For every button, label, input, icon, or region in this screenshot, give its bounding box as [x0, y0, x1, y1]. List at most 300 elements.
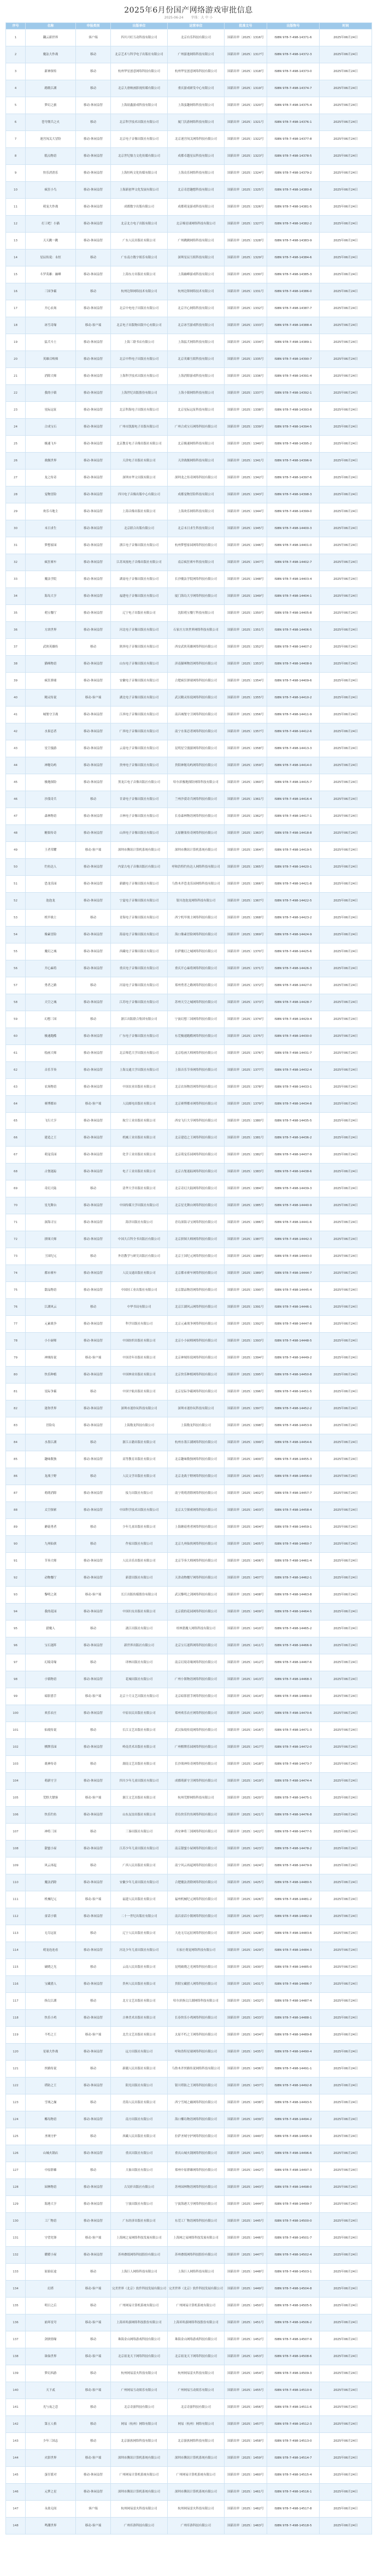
cell-name: 蘑菇勇者 — [26, 1519, 76, 1536]
cell-isbn: ISBN 978-7-498-14395-2 — [267, 436, 320, 453]
cell-publisher: 人民交通出版社有限公司 — [111, 1265, 168, 1282]
cell-category: 移动-休闲益智 — [76, 2484, 111, 2501]
cell-isbn: ISBN 978-7-498-14382-2 — [267, 216, 320, 233]
cell-approval-no: 国新出审〔2025〕1417号 — [225, 1739, 267, 1756]
cell-approval-no: 国新出审〔2025〕1319号 — [225, 80, 267, 97]
cell-approval-no: 国新出审〔2025〕1422号 — [225, 1824, 267, 1841]
cell-publisher: 中国林业出版社有限公司 — [111, 1367, 168, 1384]
cell-index: 93 — [6, 1587, 26, 1604]
cell-date: 2025年06月24日 — [320, 2128, 372, 2145]
cell-name: 萌萌消除 — [26, 1485, 76, 1502]
table-row — [6, 1773, 372, 1790]
cell-category: 移动-休闲益智 — [76, 994, 111, 1011]
cell-publisher: 甘肃电子音像出版社有限公司 — [111, 791, 168, 808]
cell-date: 2025年06月24日 — [320, 1485, 372, 1502]
cell-operator: 北京神域传说网络科技有限公司 — [168, 1350, 225, 1367]
cell-approval-no: 国新出审〔2025〕1403号 — [225, 1502, 267, 1519]
table-row — [6, 402, 372, 419]
table-row — [6, 1214, 372, 1231]
cell-operator: 西宁雪域之巅网络科技有限公司 — [168, 2094, 225, 2111]
table-row — [6, 2484, 372, 2501]
cell-operator: 北京拼图大师网络科技有限公司 — [168, 1231, 225, 1248]
cell-operator: 武汉精灵传说网络科技有限公司 — [168, 690, 225, 707]
cell-category: 移动-休闲益智 — [76, 165, 111, 182]
cell-index: 56 — [6, 960, 26, 977]
cell-approval-no: 国新出审〔2025〕1360号 — [225, 774, 267, 791]
table-row — [6, 1891, 372, 1908]
cell-publisher: 北京中电电子出版社有限公司 — [111, 300, 168, 317]
cell-approval-no: 国新出审〔2025〕1399号 — [225, 1434, 267, 1451]
cell-name: 魔幻之城 — [26, 943, 76, 960]
cell-operator: 北京祖龙天下网络科技有限公司 — [168, 2348, 225, 2365]
cell-index: 26 — [6, 453, 26, 470]
table-row — [6, 148, 372, 165]
cell-category: 移动-休闲益智 — [76, 1705, 111, 1722]
cell-name: 萌新守卫 — [26, 1773, 76, 1790]
cell-date: 2025年06月24日 — [320, 503, 372, 520]
cell-approval-no: 国新出审〔2025〕1457号 — [225, 2416, 267, 2433]
cell-isbn: ISBN 978-7-498-14436-2 — [267, 1130, 320, 1147]
cell-date: 2025年06月24日 — [320, 2145, 372, 2162]
cell-publisher: 高等教育出版社有限公司 — [111, 1451, 168, 1468]
cell-publisher: 云南人民出版社有限公司 — [111, 1959, 168, 1976]
cell-publisher: 江苏电子音像出版社有限公司 — [111, 994, 168, 1011]
cell-isbn: ISBN 978-7-498-14432-4 — [267, 1062, 320, 1079]
cell-operator: 拉萨魔幻之城网络科技有限公司 — [168, 943, 225, 960]
table-row — [6, 927, 372, 943]
cell-publisher: 江西电子音像出版社有限公司 — [111, 707, 168, 723]
table-row — [6, 1587, 372, 1604]
table-row — [6, 1502, 372, 1519]
cell-isbn: ISBN 978-7-498-14455-3 — [267, 1451, 320, 1468]
table-row — [6, 1147, 372, 1164]
table-row — [6, 1417, 372, 1434]
cell-index: 48 — [6, 825, 26, 842]
cell-approval-no: 国新出审〔2025〕1378号 — [225, 1079, 267, 1096]
cell-publisher: 北京科海电子出版社有限公司 — [111, 402, 168, 419]
cell-name: 疯狂赛车 — [26, 554, 76, 571]
cell-approval-no: 国新出审〔2025〕1461号 — [225, 2484, 267, 2501]
cell-publisher: 上海数龙科技有限公司 — [111, 1417, 168, 1434]
cell-date: 2025年06月24日 — [320, 1621, 372, 1637]
cell-index: 18 — [6, 317, 26, 334]
cell-isbn: ISBN 978-7-498-14474-4 — [267, 1773, 320, 1790]
cell-name: 泡泡龙 — [26, 893, 76, 910]
cell-name: 快乐消消乐 — [26, 165, 76, 182]
cell-operator: 广州小镇物语网络科技有限公司 — [168, 1671, 225, 1688]
cell-category: 移动-休闲益智 — [76, 182, 111, 199]
cell-category: 移动-休闲益智 — [76, 876, 111, 893]
cell-isbn: ISBN 978-7-498-14449-2 — [267, 1350, 320, 1367]
cell-name: 迷你世界 — [26, 1400, 76, 1417]
cell-operator: 杭州梦想家园网络科技有限公司 — [168, 537, 225, 554]
cell-approval-no: 国新出审〔2025〕1349号 — [225, 588, 267, 605]
cell-name: 圣域守护 — [26, 2128, 76, 2145]
cell-approval-no: 国新出审〔2025〕1371号 — [225, 960, 267, 977]
table-row — [6, 1062, 372, 1079]
table-row — [6, 2264, 372, 2281]
cell-approval-no: 国新出审〔2025〕1343号 — [225, 486, 267, 503]
cell-category: 移动 — [76, 1654, 111, 1671]
cell-publisher: 漓江出版社有限公司 — [111, 1621, 168, 1637]
cell-index: 28 — [6, 486, 26, 503]
cell-approval-no: 国新出审〔2025〕1334号 — [225, 334, 267, 351]
cell-name: 打工吧！小猫 — [26, 216, 76, 233]
cell-operator: 南京幻境奇缘网络科技有限公司 — [168, 1654, 225, 1671]
cell-date: 2025年06月24日 — [320, 1147, 372, 1164]
font-size-switch[interactable]: 字体：大 中 小 — [191, 16, 213, 20]
cell-approval-no: 国新出审〔2025〕1427号 — [225, 1908, 267, 1925]
cell-publisher: 四川电子音像出版中心有限公司 — [111, 486, 168, 503]
cell-approval-no: 国新出审〔2025〕1386号 — [225, 1214, 267, 1231]
cell-index: 15 — [6, 266, 26, 283]
cell-date: 2025年06月24日 — [320, 910, 372, 927]
cell-name: 都市赛车 — [26, 1265, 76, 1282]
cell-name: 绘画大师 — [26, 1045, 76, 1062]
table-row — [6, 1637, 372, 1654]
table-row — [6, 707, 372, 723]
cell-category: 移动 — [76, 2433, 111, 2450]
cell-date: 2025年06月24日 — [320, 994, 372, 1011]
cell-name: 椰岛物语 — [26, 2111, 76, 2128]
cell-name: 欢乐斗地主 — [26, 503, 76, 520]
cell-publisher: 化学工业出版社有限公司 — [111, 1147, 168, 1164]
cell-approval-no: 国新出审〔2025〕1335号 — [225, 351, 267, 368]
table-row — [6, 2281, 372, 2298]
column-header-approval-no: 批准文号 — [225, 23, 267, 29]
cell-isbn: ISBN 978-7-498-14386-0 — [267, 283, 320, 300]
cell-index: 24 — [6, 419, 26, 436]
cell-publisher: 河南电子音像出版社有限公司 — [111, 977, 168, 994]
cell-isbn: ISBN 978-7-498-14515-4 — [267, 2467, 320, 2484]
cell-date: 2025年06月24日 — [320, 673, 372, 690]
cell-index: 46 — [6, 791, 26, 808]
cell-category: 移动-休闲益智 — [76, 1164, 111, 1180]
cell-approval-no: 国新出审〔2025〕1336号 — [225, 368, 267, 385]
cell-approval-no: 国新出审〔2025〕1437号 — [225, 2078, 267, 2094]
cell-category: 移动 — [76, 1468, 111, 1485]
cell-operator: 天津动物餐厅网络科技有限公司 — [168, 1570, 225, 1587]
table-row — [6, 2078, 372, 2094]
cell-category: 移动-休闲益智 — [76, 368, 111, 385]
cell-publisher: 苏州叠纸网络科技股份有限公司 — [111, 2247, 168, 2264]
cell-index: 126 — [6, 2145, 26, 2162]
cell-category: 移动 — [76, 1857, 111, 1874]
cell-date: 2025年06月24日 — [320, 1400, 372, 1417]
cell-name: 九州仙侠 — [26, 1536, 76, 1553]
cell-category: 移动-客户端 — [76, 2230, 111, 2247]
cell-name: 苍穹佣兵之火 — [26, 114, 76, 131]
table-row — [6, 1790, 372, 1807]
cell-operator: 杭州荒野网络科技有限公司 — [168, 1790, 225, 1807]
cell-publisher: 中国轻工业出版社有限公司 — [111, 1282, 168, 1299]
cell-date: 2025年06月24日 — [320, 537, 372, 554]
cell-publisher: 贵州人民出版社有限公司 — [111, 1976, 168, 1993]
cell-isbn: ISBN 978-7-498-14468-3 — [267, 1671, 320, 1688]
cell-date: 2025年06月24日 — [320, 250, 372, 266]
cell-operator: 兰州沙漠奇兵网络科技有限公司 — [168, 791, 225, 808]
cell-date: 2025年06月24日 — [320, 1570, 372, 1587]
table-row — [6, 300, 372, 317]
cell-category: 移动-休闲益智 — [76, 148, 111, 165]
cell-publisher: 人民音乐出版社有限公司 — [111, 1553, 168, 1570]
table-row — [6, 2416, 372, 2433]
cell-operator: 北京龙战于野网络科技有限公司 — [168, 1468, 225, 1485]
table-row — [6, 2027, 372, 2044]
cell-isbn: ISBN 978-7-498-14441-6 — [267, 1214, 320, 1231]
cell-name: 梦幻西游 — [26, 2365, 76, 2382]
cell-publisher: 深圳市华文出版有限公司 — [111, 470, 168, 486]
cell-category: 移动-休闲益智 — [76, 1367, 111, 1384]
cell-isbn: ISBN 978-7-498-14453-9 — [267, 1417, 320, 1434]
cell-date: 2025年06月24日 — [320, 757, 372, 774]
cell-approval-no: 国新出审〔2025〕1430号 — [225, 1959, 267, 1976]
cell-index: 146 — [6, 2484, 26, 2501]
cell-name: 天下贰 — [26, 2382, 76, 2399]
cell-publisher: 中原农民出版社有限公司 — [111, 1705, 168, 1722]
cell-category: 移动-休闲益智 — [76, 1874, 111, 1891]
cell-isbn: ISBN 978-7-498-14376-1 — [267, 114, 320, 131]
table-row — [6, 571, 372, 588]
cell-isbn: ISBN 978-7-498-14442-3 — [267, 1231, 320, 1248]
cell-name: 星际争霸 — [26, 1384, 76, 1400]
cell-publisher: 中国宇航出版社有限公司 — [111, 1384, 168, 1400]
cell-publisher: 北京联合出版有限公司 — [111, 520, 168, 537]
cell-operator: 宁波海港大亨网络科技有限公司 — [168, 2196, 225, 2213]
table-row — [6, 2128, 372, 2145]
cell-publisher: 广东电子音像出版社有限公司 — [111, 1028, 168, 1045]
cell-operator: 成都萌新守卫网络科技有限公司 — [168, 1773, 225, 1790]
cell-category: 移动-休闲益智 — [76, 216, 111, 233]
cell-approval-no: 国新出审〔2025〕1375号 — [225, 1028, 267, 1045]
cell-name: 丝路传说 — [26, 2061, 76, 2078]
table-row — [6, 1536, 372, 1553]
cell-operator: 北京宝石迷阵网络科技有限公司 — [168, 1637, 225, 1654]
cell-name: 太空探索 — [26, 1502, 76, 1519]
cell-publisher: 北京艺术与科学电子出版社有限公司 — [111, 46, 168, 63]
cell-category: 移动-休闲益智 — [76, 402, 111, 419]
cell-category: 移动 — [76, 1959, 111, 1976]
cell-isbn: ISBN 978-7-498-14470-6 — [267, 1705, 320, 1722]
table-row — [6, 656, 372, 673]
cell-date: 2025年06月24日 — [320, 63, 372, 80]
cell-category: 移动-休闲益智 — [76, 1942, 111, 1959]
table-row — [6, 1908, 372, 1925]
cell-index: 30 — [6, 520, 26, 537]
cell-index: 138 — [6, 2348, 26, 2365]
cell-operator: 上海小镇网络科技有限公司 — [168, 385, 225, 402]
cell-approval-no: 国新出审〔2025〕1419号 — [225, 1773, 267, 1790]
cell-category: 移动-休闲益智 — [76, 1214, 111, 1231]
cell-publisher: 北京北方电子出版有限公司 — [111, 216, 168, 233]
cell-publisher: 北京大唐映画影视传媒有限公司 — [111, 80, 168, 97]
cell-publisher: 新蕾出版社有限公司 — [111, 1570, 168, 1587]
cell-publisher: 内蒙古电子音像出版社有限公司 — [111, 859, 168, 876]
cell-operator: 北京迷宫闯关网络科技有限公司 — [168, 131, 225, 148]
cell-isbn: ISBN 978-7-498-14396-9 — [267, 453, 320, 470]
cell-category: 移动-客户端 — [76, 2027, 111, 2044]
cell-name: 天空之城 — [26, 994, 76, 1011]
table-row — [6, 1197, 372, 1214]
table-row — [6, 1282, 372, 1299]
cell-operator: 苏州天空之城网络科技有限公司 — [168, 994, 225, 1011]
cell-index: 77 — [6, 1316, 26, 1333]
cell-category: 移动-休闲益智 — [76, 2078, 111, 2094]
cell-index: 49 — [6, 842, 26, 859]
table-row — [6, 63, 372, 80]
cell-index: 144 — [6, 2450, 26, 2467]
cell-date: 2025年06月24日 — [320, 1790, 372, 1807]
cell-index: 80 — [6, 1367, 26, 1384]
cell-operator: 西安飞行大亨网络科技有限公司 — [168, 1113, 225, 1130]
cell-operator: 北京农场物语网络科技有限公司 — [168, 1079, 225, 1096]
table-row — [6, 1756, 372, 1773]
cell-isbn: ISBN 978-7-498-14501-7 — [267, 2230, 320, 2247]
cell-isbn: ISBN 978-7-498-14517-8 — [267, 2501, 320, 2518]
cell-name: 神域传说 — [26, 1350, 76, 1367]
cell-operator: 深圳市迷你玩科技有限公司 — [168, 1400, 225, 1417]
cell-index: 81 — [6, 1384, 26, 1400]
cell-category: 移动-休闲益智 — [76, 2213, 111, 2230]
cell-index: 20 — [6, 351, 26, 368]
cell-date: 2025年06月24日 — [320, 1604, 372, 1621]
cell-isbn: ISBN 978-7-498-14444-7 — [267, 1265, 320, 1282]
table-row — [6, 1231, 372, 1248]
cell-approval-no: 国新出审〔2025〕1318号 — [225, 63, 267, 80]
cell-index: 1 — [6, 29, 26, 46]
cell-name: 快乐钓鱼 — [26, 1807, 76, 1824]
cell-date: 2025年06月24日 — [320, 2484, 372, 2501]
cell-approval-no: 国新出审〔2025〕1337号 — [225, 385, 267, 402]
cell-name: 趣味数独 — [26, 1451, 76, 1468]
cell-category: 移动 — [76, 1621, 111, 1637]
cell-name: 天天跳一跳 — [26, 233, 76, 250]
cell-date: 2025年06月24日 — [320, 605, 372, 622]
cell-index: 115 — [6, 1959, 26, 1976]
cell-operator: 北京王国纪元网络科技有限公司 — [168, 1248, 225, 1265]
cell-category: 移动-休闲益智 — [76, 520, 111, 537]
table-row — [6, 537, 372, 554]
cell-approval-no: 国新出审〔2025〕1387号 — [225, 1231, 267, 1248]
cell-operator: 合肥疯狂弹球网络科技有限公司 — [168, 673, 225, 690]
cell-index: 145 — [6, 2467, 26, 2484]
cell-index: 21 — [6, 368, 26, 385]
cell-category: 移动-休闲益智 — [76, 351, 111, 368]
cell-isbn: ISBN 978-7-498-14375-4 — [267, 97, 320, 114]
cell-publisher: 杭州网易雷火科技有限公司 — [111, 2365, 168, 2382]
cell-approval-no: 国新出审〔2025〕1392号 — [225, 1316, 267, 1333]
cell-approval-no: 国新出审〔2025〕1363号 — [225, 825, 267, 842]
table-row — [6, 1180, 372, 1197]
table-row — [6, 825, 372, 842]
cell-date: 2025年06月24日 — [320, 1502, 372, 1519]
cell-index: 121 — [6, 2061, 26, 2078]
cell-date: 2025年06月24日 — [320, 2094, 372, 2111]
table-row — [6, 910, 372, 927]
table-row — [6, 2331, 372, 2348]
cell-operator: 西安武侠英雄网络科技有限公司 — [168, 639, 225, 656]
cell-publisher: 广州网易计算机系统有限公司 — [111, 2467, 168, 2484]
table-row — [6, 2433, 372, 2450]
cell-category: 移动-休闲益智 — [76, 1451, 111, 1468]
cell-isbn: ISBN 978-7-498-14513-0 — [267, 2433, 320, 2450]
cell-category: 移动 — [76, 250, 111, 266]
table-row — [6, 2213, 372, 2230]
cell-publisher: 上海新创华文化发展有限公司 — [111, 182, 168, 199]
cell-category: 移动-客户端 — [76, 2518, 111, 2535]
cell-category: 移动-休闲益智 — [76, 2179, 111, 2196]
cell-index: 135 — [6, 2298, 26, 2314]
cell-operator: 呼和浩特星球网络科技有限公司 — [168, 2044, 225, 2061]
cell-index: 123 — [6, 2094, 26, 2111]
table-row — [6, 1570, 372, 1587]
cell-index: 129 — [6, 2196, 26, 2213]
cell-isbn: ISBN 978-7-498-14440-9 — [267, 1197, 320, 1214]
cell-date: 2025年06月24日 — [320, 1587, 372, 1604]
cell-operator: 重庆开心麻将网络科技有限公司 — [168, 960, 225, 977]
cell-category: 移动 — [76, 791, 111, 808]
cell-approval-no: 国新出审〔2025〕1401号 — [225, 1468, 267, 1485]
cell-category: 移动-休闲益智 — [76, 2196, 111, 2213]
cell-publisher: 南方出版社有限公司 — [111, 2111, 168, 2128]
page-meta — [0, 15, 377, 20]
cell-isbn: ISBN 978-7-498-14388-4 — [267, 317, 320, 334]
cell-operator: 北京星际远征科技有限公司 — [168, 402, 225, 419]
cell-category: 移动-休闲益智 — [76, 1773, 111, 1790]
cell-date: 2025年06月24日 — [320, 1451, 372, 1468]
cell-category: 移动-休闲益智 — [76, 656, 111, 673]
cell-index: 89 — [6, 1519, 26, 1536]
table-row — [6, 808, 372, 825]
cell-date: 2025年06月24日 — [320, 977, 372, 994]
cell-isbn: ISBN 978-7-498-14415-7 — [267, 774, 320, 791]
cell-category: 移动-休闲益智 — [76, 673, 111, 690]
cell-name: 工厂物语 — [26, 2213, 76, 2230]
table-row — [6, 2348, 372, 2365]
cell-isbn: ISBN 978-7-498-14503-1 — [267, 2264, 320, 2281]
cell-date: 2025年06月24日 — [320, 723, 372, 740]
cell-isbn: ISBN 978-7-498-14405-8 — [267, 605, 320, 622]
cell-isbn: ISBN 978-7-498-14411-9 — [267, 707, 320, 723]
table-row — [6, 554, 372, 571]
cell-operator: 北京萌宠乐园网络科技有限公司 — [168, 1147, 225, 1164]
cell-approval-no: 国新出审〔2025〕1353号 — [225, 656, 267, 673]
cell-publisher: 浙江文艺出版社有限公司 — [111, 1790, 168, 1807]
table-row — [6, 1857, 372, 1874]
table-row — [6, 2365, 372, 2382]
cell-isbn: ISBN 978-7-498-14433-1 — [267, 1079, 320, 1096]
cell-name: 暖暖小屋 — [26, 2247, 76, 2264]
cell-isbn: ISBN 978-7-498-14467-6 — [267, 1654, 320, 1671]
cell-publisher: 北京世纪鼎力文化传媒有限公司 — [111, 148, 168, 165]
table-row — [6, 368, 372, 385]
cell-isbn: ISBN 978-7-498-14462-1 — [267, 1570, 320, 1587]
cell-category: 移动-休闲益智 — [76, 622, 111, 639]
cell-date: 2025年06月24日 — [320, 1164, 372, 1180]
cell-publisher: 中华书局有限公司 — [111, 1299, 168, 1316]
table-row — [6, 842, 372, 859]
cell-approval-no: 国新出审〔2025〕1350号 — [225, 605, 267, 622]
table-header-row — [6, 23, 372, 29]
cell-isbn: ISBN 978-7-498-14403-4 — [267, 571, 320, 588]
cell-publisher: 上海三联书店有限公司 — [111, 334, 168, 351]
cell-name: 欢乐农庄 — [26, 1705, 76, 1722]
cell-publisher: 上海巨人网络科技有限公司 — [111, 2264, 168, 2281]
cell-isbn: ISBN 978-7-498-14497-3 — [267, 2162, 320, 2179]
cell-name: 萌宠乐园 — [26, 1147, 76, 1164]
cell-date: 2025年06月24日 — [320, 2247, 372, 2264]
cell-index: 22 — [6, 385, 26, 402]
